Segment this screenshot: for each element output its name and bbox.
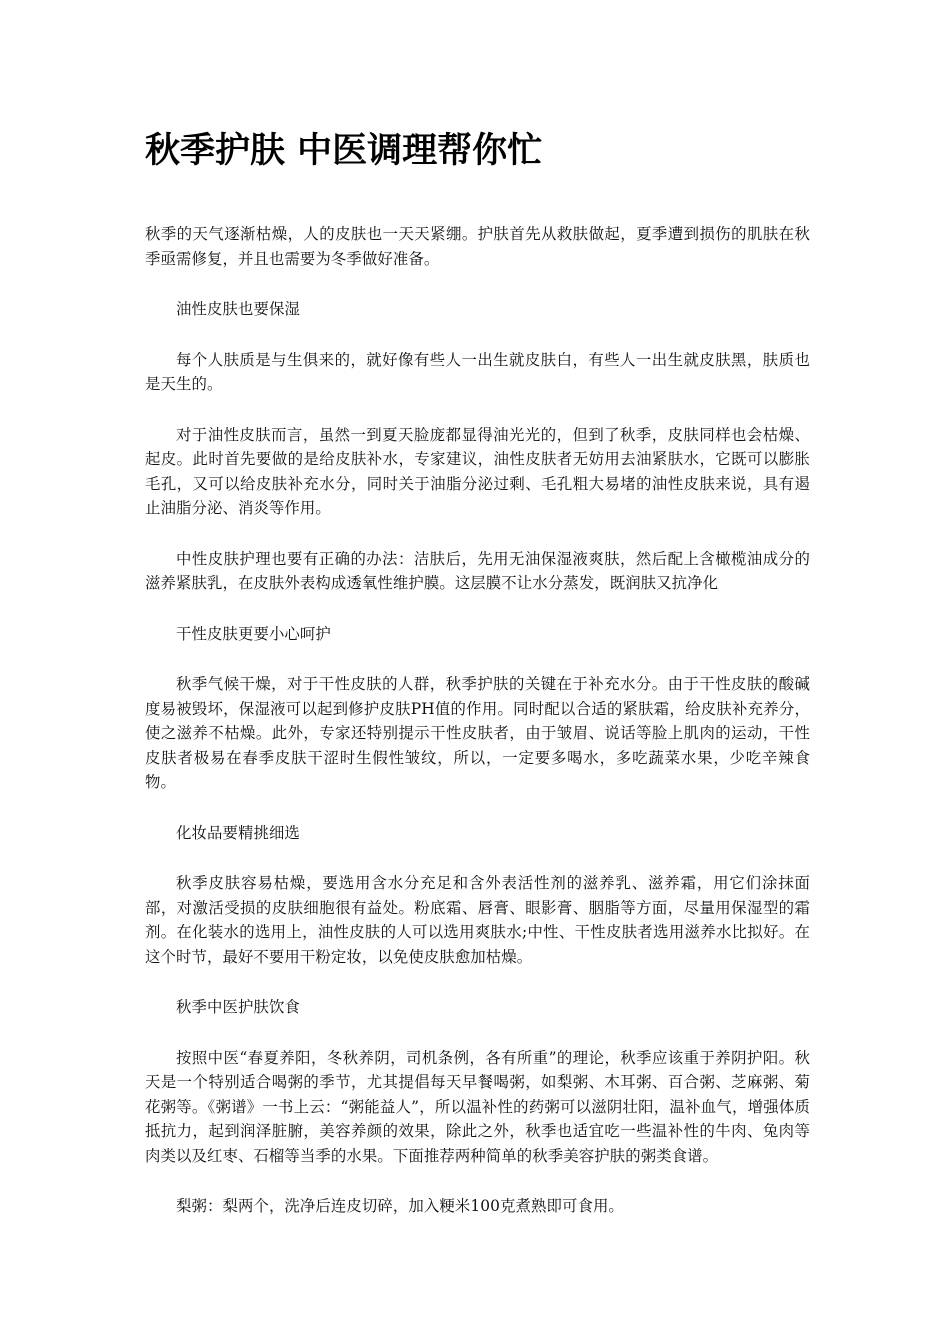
paragraph-pear-porridge: 梨粥：梨两个，洗净后连皮切碎，加入粳米100克煮熟即可食用。 xyxy=(176,1197,624,1215)
section-heading-diet: 秋季中医护肤饮食 xyxy=(176,998,300,1016)
paragraph-skin-type: 每个人肤质是与生俱来的，就好像有些人一出生就皮肤白，有些人一出生就皮肤黑，肤质也是天生的。 xyxy=(145,350,810,393)
paragraph-dry-skin: 秋季气候干燥，对于干性皮肤的人群，秋季护肤的关键在于补充水分。由于干性皮肤的酸碱度易被毁坏，保湿液可以起到修护皮肤PH值的作用。同时配以合适的紧肤霜，给皮肤补充养分，使之滋养不枯燥。此外，专家还特别提示干性皮肤者，由于皱眉、说话等脸上肌肉的运动，干性皮肤者极易在春季皮肤干涩时生假性皱纹，所以，一定要多喝水，多吃蔬菜水果，少吃辛辣食物。 xyxy=(145,675,810,791)
document-title: 秋季护肤 中医调理帮你忙 xyxy=(145,130,543,171)
section-heading-dry-skin: 干性皮肤更要小心呵护 xyxy=(176,624,331,643)
paragraph-neutral-skin: 中性皮肤护理也要有正确的办法：洁肤后，先用无油保湿液爽肤，然后配上含橄榄油成分的滋养紧肤乳，在皮肤外表构成透氧性维护膜。这层膜不让水分蒸发，既润肤又抗净化 xyxy=(145,549,810,592)
section-heading-cosmetics: 化妆品要精挑细选 xyxy=(176,823,300,842)
paragraph-diet: 按照中医“春夏养阳，冬秋养阴，司机条例，各有所重”的理论，秋季应该重于养阴护阳。秋天是一个特别适合喝粥的季节，尤其提倡每天早餐喝粥，如梨粥、木耳粥、百合粥、芝麻粥、菊花粥等。《粥谱》一书上云：“粥能益人”，所以温补性的药粥可以滋阴壮阳，温补血气，增强体质抵抗力，起到润泽脏腑，美容养颜的效果，除此之外，秋季也适宜吃一些温补性的牛肉、兔肉等肉类以及红枣、石榴等当季的水果。下面推荐两种简单的秋季美容护肤的粥类食谱。 xyxy=(145,1048,810,1165)
paragraph-oily-skin: 对于油性皮肤而言，虽然一到夏天脸庞都显得油光光的，但到了秋季，皮肤同样也会枯燥、起皮。此时首先要做的是给皮肤补水，专家建议，油性皮肤者无妨用去油紧肤水，它既可以膨胀毛孔，又可以给皮肤补充水分，同时关于油脂分泌过剩、毛孔粗大易堵的油性皮肤来说，具有遏止油脂分泌、消炎等作用。 xyxy=(145,425,810,517)
document-body xyxy=(145,222,810,1219)
paragraph-cosmetics: 秋季皮肤容易枯燥，要选用含水分充足和含外表活性剂的滋养乳、滋养霜，用它们涂抹面部，对激活受损的皮肤细胞很有益处。粉底霜、唇膏、眼影膏、胭脂等方面，尽量用保湿型的霜剂。在化装水的选用上，油性皮肤的人可以选用爽肤水;中性、干性皮肤者选用滋养水比拟好。在这个时节，最好不要用干粉定妆，以免使皮肤愈加枯燥。 xyxy=(145,874,810,966)
section-heading-oily-skin: 油性皮肤也要保湿 xyxy=(176,300,300,318)
paragraph-intro: 秋季的天气逐渐枯燥，人的皮肤也一天天紧绷。护肤首先从救肤做起，夏季遭到损伤的肌肤在秋季亟需修复，并且也需要为冬季做好准备。 xyxy=(145,225,810,268)
